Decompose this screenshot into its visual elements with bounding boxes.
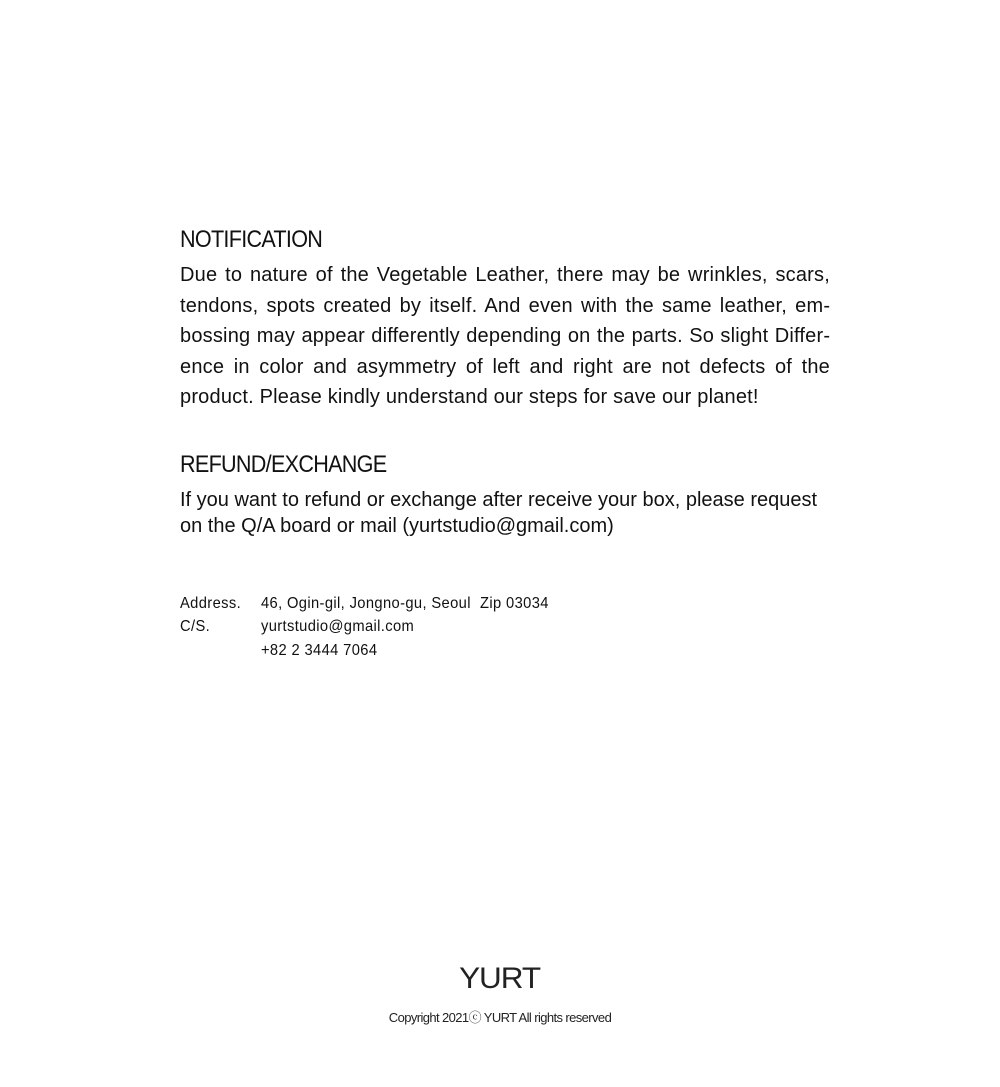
notification-title: NOTIFICATION xyxy=(180,226,323,253)
contact-info xyxy=(180,592,778,663)
refund-body xyxy=(180,487,830,539)
cs-phone: +82 2 3444 7064 xyxy=(260,641,378,659)
address-label: Address. xyxy=(180,594,242,612)
refund-body-line-1: If you want to refund or exchange after receive your box, please request xyxy=(180,488,818,511)
refund-title: REFUND/EXCHANGE xyxy=(180,450,387,478)
address-row xyxy=(180,592,778,616)
footer xyxy=(0,962,1000,1026)
yurt-logo: YURT xyxy=(459,962,541,995)
main-content xyxy=(180,224,830,662)
phone-row xyxy=(180,639,778,663)
zip-value: Zip 03034 xyxy=(480,594,549,612)
address-value: 46, Ogin-gil, Jongno-gu, Seoul xyxy=(260,594,471,612)
cs-row xyxy=(180,615,778,639)
notification-body: Due to nature of the Vegetable Leather, there may be wrinkles, scars, tendons, spots created by itself. And even with the same leather, embossing may appear differently depending on the parts. So slight Difference in color and asymmetry of left and right are not defects of the product. Please kindly understand our steps for save our planet! xyxy=(180,264,830,408)
refund-body-line-2: on the Q/A board or mail (yurtstudio@gmail.com) xyxy=(180,514,614,537)
cs-email: yurtstudio@gmail.com xyxy=(260,618,415,635)
cs-label: C/S. xyxy=(180,618,211,635)
copyright-text: Copyright 2021ⓒ YURT All rights reserved xyxy=(388,1010,612,1025)
